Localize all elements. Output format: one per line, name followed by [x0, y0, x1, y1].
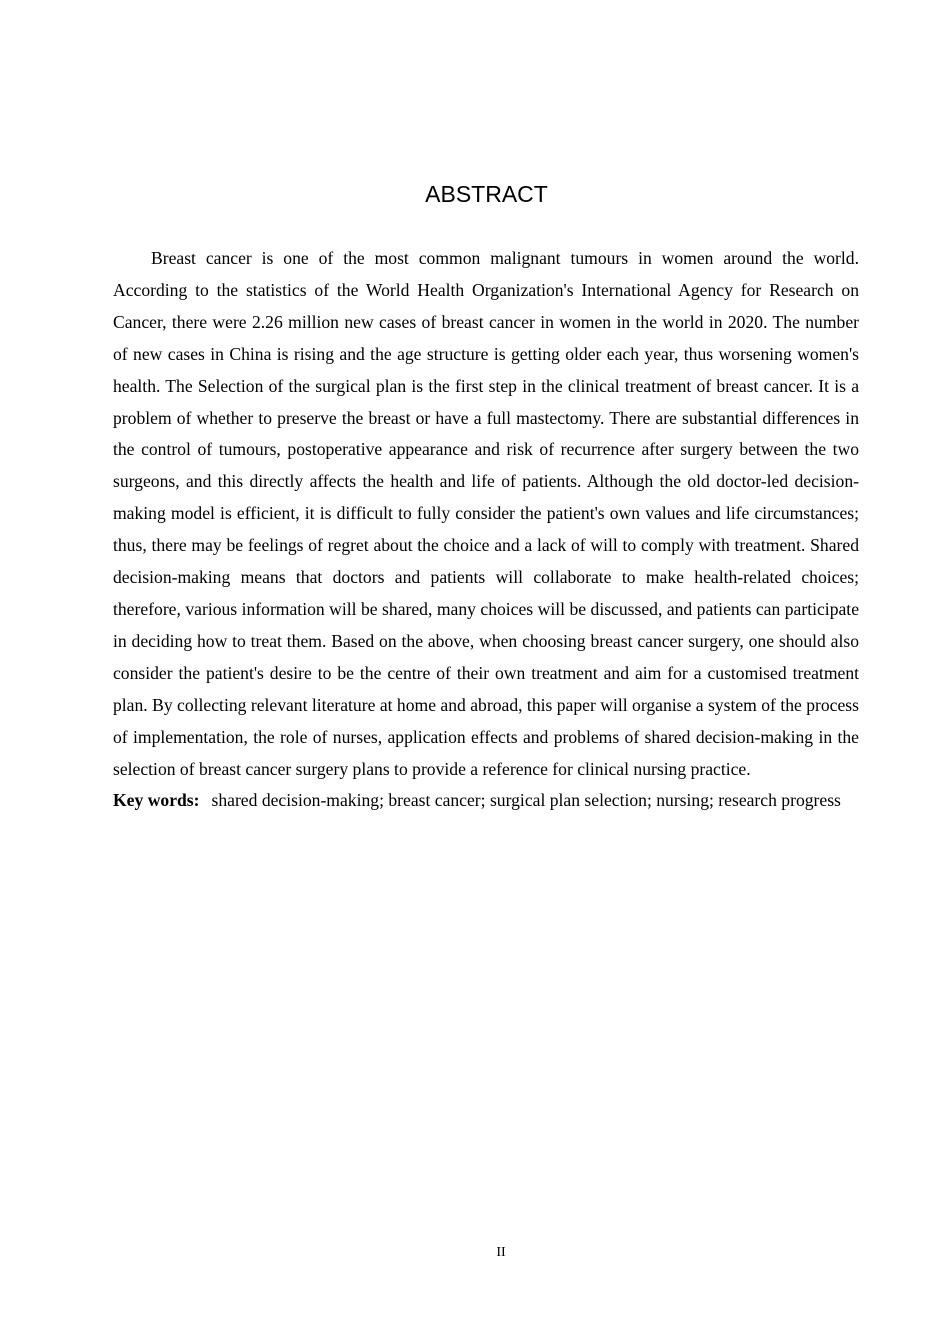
- keywords-line: [113, 785, 859, 817]
- abstract-heading: ABSTRACT: [425, 181, 548, 207]
- page-number: II: [496, 1245, 506, 1260]
- abstract-paragraph: Breast cancer is one of the most common malignant tumours in women around the world. According to the statistics of the World Health Organization's International Agency for Research on Cancer, there were 2.26 million new cases of breast cancer in women in the world in 2020. The number of new cases in China is rising and the age structure is getting older each year, thus worsening women's health. The Selection of the surgical plan is the first step in the clinical treatment of breast cancer. It is a problem of whether to preserve the breast or have a full mastectomy. There are substantial differences in the control of tumours, postoperative appearance and risk of recurrence after surgery between the two surgeons, and this directly affects the health and life of patients. Although the old doctor-led decision-making model is efficient, it is difficult to fully consider the patient's own values and life circumstances; thus, there may be feelings of regret about the choice and a lack of will to comply with treatment. Shared decision-making means that doctors and patients will collaborate to make health-related choices; therefore, various information will be shared, many choices will be discussed, and patients can participate in deciding how to treat them. Based on the above, when choosing breast cancer surgery, one should also consider the patient's desire to be the centre of their own treatment and aim for a customised treatment plan. By collecting relevant literature at home and abroad, this paper will organise a system of the process of implementation, the role of nurses, application effects and problems of shared decision-making in the selection of breast cancer surgery plans to provide a reference for clinical nursing practice.: [113, 248, 859, 779]
- keywords-label: Key words:: [113, 790, 200, 811]
- keywords-text: shared decision-making; breast cancer; surgical plan selection; nursing; research progress: [211, 790, 841, 811]
- abstract-body: [113, 243, 859, 817]
